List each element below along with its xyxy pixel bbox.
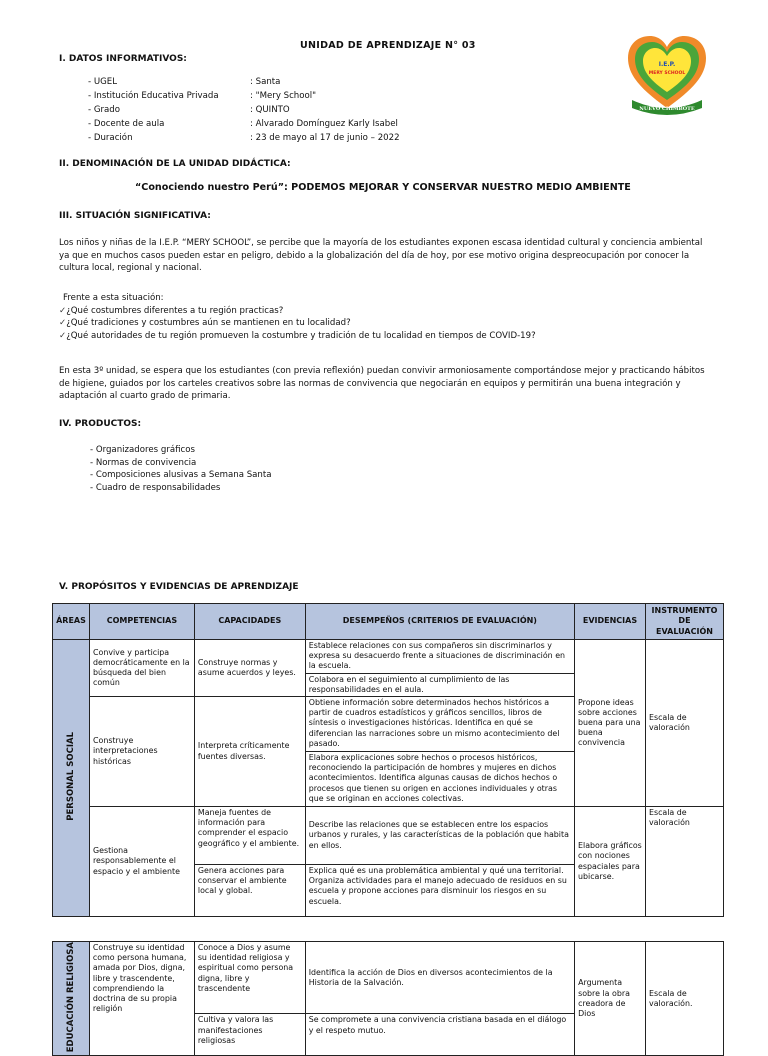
- area-cell: [53, 942, 90, 1056]
- situation-paragraph-2: [59, 365, 749, 403]
- competency-cell: Construye interpretaciones históricas: [89, 697, 194, 807]
- unit-denomination: [135, 182, 631, 193]
- question-2: [59, 317, 536, 330]
- evidence-cell: Elabora gráficos con nociones espaciales para ubicarse.: [575, 807, 646, 917]
- section-1-title: I. DATOS INFORMATIVOS:: [59, 54, 187, 64]
- question-text: ¿Qué tradiciones y costumbres aún se mantienen en tu localidad?: [66, 318, 351, 328]
- situation-paragraph-1: [59, 237, 739, 275]
- checkmark-icon: ✓: [59, 318, 67, 328]
- list-item: - Cuadro de responsabilidades: [90, 482, 221, 493]
- evidence-cell: Propone ideas sobre acciones buena para una buena convivencia: [575, 640, 646, 807]
- list-item: - Normas de convivencia: [90, 457, 197, 468]
- performance-cell: Establece relaciones con sus compañeros sin discriminarlos y expresa su desacuerdo frente a situaciones de discriminación en la escuela.: [305, 640, 574, 674]
- document-title: UNIDAD DE APRENDIZAJE N° 03: [300, 40, 476, 51]
- header-areas: ÁREAS: [53, 604, 90, 640]
- instrument-cell: Escala de valoración: [645, 640, 723, 807]
- header-evidencias: EVIDENCIAS: [575, 604, 646, 640]
- competency-cell: Construye su identidad como persona humana, amada por Dios, digna, libre y trascendente, comprendiendo la doctrina de su propia religión: [89, 942, 194, 1056]
- header-instrumento: INSTRUMENTO DE EVALUACIÓN: [645, 604, 723, 640]
- question-text: ¿Qué autoridades de tu región promueven la costumbre y tradición de tu localidad en tiempos de COVID-19?: [66, 330, 536, 341]
- info-value: : QUINTO: [250, 105, 290, 115]
- checkmark-icon: ✓: [59, 330, 67, 341]
- question-1: [59, 305, 536, 318]
- competency-cell: Gestiona responsablemente el espacio y el ambiente: [89, 807, 194, 917]
- checkmark-icon: ✓: [59, 305, 67, 316]
- info-row-ugel: [88, 77, 280, 87]
- header-desempenos: DESEMPEÑOS (CRITERIOS DE EVALUACIÓN): [305, 604, 574, 640]
- ps-competencies-table: [52, 603, 724, 917]
- table-header-row: [53, 604, 724, 640]
- info-value: : 23 de mayo al 17 de junio – 2022: [250, 133, 400, 143]
- paragraph-line: En esta 3º unidad, se espera que los estudiantes (con previa reflexión) puedan convivir armoniosamente comportándose mejor y practicando hábitos: [59, 366, 705, 376]
- paragraph-line: ya que en muchos casos pueden estar en peligro, debido a la globalización del día de hoy, por ese motivo origina despreocupación por conocer la: [59, 250, 690, 261]
- info-key: - Institución Educativa Privada: [88, 91, 219, 101]
- paragraph-line: de higiene, guiados por los carteles creativos sobre las normas de convivencia que negociarán en equipos y permitirán una buena integración y: [59, 378, 681, 389]
- capacity-cell: Maneja fuentes de información para comprender el espacio geográfico y el ambiente.: [194, 807, 305, 865]
- info-value: : "Mery School": [250, 91, 317, 101]
- header-competencias: COMPETENCIAS: [89, 604, 194, 640]
- evidence-cell: Argumenta sobre la obra creadora de Dios: [575, 942, 646, 1056]
- denomination-title: : PODEMOS MEJORAR Y CONSERVAR NUESTRO MEDIO AMBIENTE: [284, 182, 631, 193]
- instrument-cell: Escala de valoración.: [646, 942, 724, 1056]
- performance-cell: Obtiene información sobre determinados hechos históricos a partir de cuadros estadísticos y gráficos sencillos, libros de síntesis o investigaciones históricas. Identifica en qué se diferencian las narraciones sobre un mismo acontecimiento del pasado.: [305, 697, 574, 752]
- info-row-grado: [88, 105, 290, 115]
- list-item: - Organizadores gráficos: [90, 445, 195, 455]
- capacity-cell: Construye normas y asume acuerdos y leyes.: [194, 640, 305, 697]
- section-5-title: V. PROPÓSITOS Y EVIDENCIAS DE APRENDIZAJE: [59, 582, 299, 592]
- info-row-duracion: [88, 133, 400, 143]
- info-row-institucion: [88, 91, 316, 101]
- er-competencies-table: [52, 941, 724, 1056]
- info-key: - UGEL: [88, 77, 117, 87]
- svg-text:I.E.P.: I.E.P.: [658, 61, 676, 68]
- svg-text:NUEVO CHIMBOTE: NUEVO CHIMBOTE: [639, 106, 695, 112]
- table-row: [53, 640, 724, 674]
- performance-cell: Explica qué es una problemática ambiental y qué una territorial. Organiza actividades para el manejo adecuado de residuos en su escuela y propone acciones para disminuir los riesgos en su escuela.: [305, 865, 574, 917]
- area-label: EDUCACIÓN RELIGIOSA: [65, 942, 76, 1053]
- products-list: [90, 444, 272, 494]
- area-cell: [53, 640, 90, 917]
- capacity-cell: Cultiva y valora las manifestaciones religiosas: [194, 1014, 305, 1056]
- info-key: - Grado: [88, 105, 121, 115]
- section-4-title: IV. PRODUCTOS:: [59, 419, 142, 429]
- performance-cell: Describe las relaciones que se establecen entre los espacios urbanos y rurales, y las características de la población que habita en ellos.: [305, 807, 574, 865]
- info-value: : Alvarado Domínguez Karly Isabel: [250, 119, 398, 129]
- denomination-quote: “Conociendo nuestro Perú”: [135, 182, 284, 193]
- header-capacidades: CAPACIDADES: [194, 604, 305, 640]
- svg-text:MERY SCHOOL: MERY SCHOOL: [648, 71, 686, 76]
- capacity-cell: Interpreta críticamente fuentes diversas.: [194, 697, 305, 807]
- info-key: - Docente de aula: [88, 119, 165, 129]
- performance-cell: Se compromete a una convivencia cristiana basada en el diálogo y el respeto mutuo.: [305, 1014, 574, 1056]
- paragraph-line: cultura local, regional y nacional.: [59, 263, 202, 273]
- table-row: [53, 807, 724, 865]
- school-logo: [622, 30, 712, 116]
- performance-cell: Identifica la acción de Dios en diversos acontecimientos de la Historia de la Salvación.: [305, 942, 574, 1014]
- section-2-title: II. DENOMINACIÓN DE LA UNIDAD DIDÁCTICA:: [59, 159, 291, 169]
- capacity-cell: Conoce a Dios y asume su identidad religiosa y espiritual como persona digna, libre y trascendente: [194, 942, 305, 1014]
- area-label: PERSONAL SOCIAL: [65, 732, 76, 821]
- situation-questions: [59, 292, 536, 342]
- paragraph-line: Los niños y niñas de la I.E.P. “MERY SCHOOL”, se percibe que la mayoría de los estudiantes exponen escasa identidad cultural y conciencia ambiental: [59, 238, 703, 248]
- info-value: : Santa: [250, 77, 281, 87]
- paragraph-line: adaptación al cuarto grado de primaria.: [59, 391, 231, 401]
- performance-cell: Elabora explicaciones sobre hechos o procesos históricos, reconociendo la participación de hombres y mujeres en dichos acontecimientos. Identifica algunas causas de dichos hechos o procesos que tienen su origen en acciones individuales y otras que se originan en acciones colectivas.: [305, 752, 574, 807]
- performance-cell: Colabora en el seguimiento al cumplimiento de las responsabilidades en el aula.: [305, 673, 574, 696]
- info-key: - Duración: [88, 133, 133, 143]
- competency-cell: Convive y participa democráticamente en la búsqueda del bien común: [89, 640, 194, 697]
- question-text: ¿Qué costumbres diferentes a tu región practicas?: [66, 305, 284, 316]
- info-row-docente: [88, 119, 398, 129]
- situation-intro: Frente a esta situación:: [63, 293, 164, 303]
- list-item: - Composiciones alusivas a Semana Santa: [90, 470, 272, 480]
- heart-logo-icon: [622, 30, 712, 116]
- capacity-cell: Genera acciones para conservar el ambiente local y global.: [194, 865, 305, 917]
- table-row: [53, 942, 724, 1014]
- question-3: [59, 330, 536, 343]
- section-3-title: III. SITUACIÓN SIGNIFICATIVA:: [59, 211, 211, 221]
- instrument-cell: Escala de valoración: [645, 807, 723, 917]
